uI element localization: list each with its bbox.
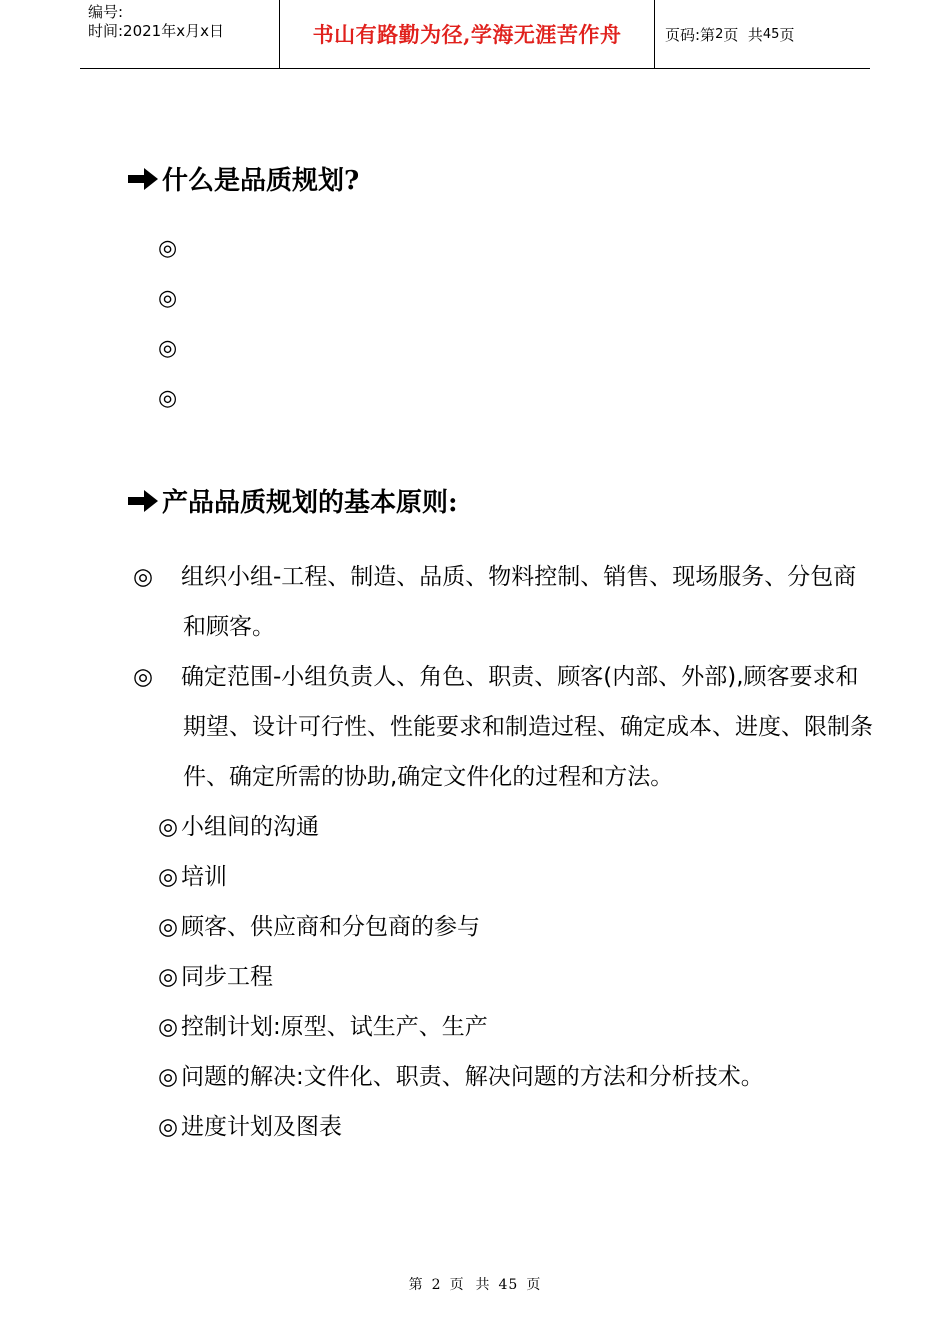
list-item: ◎ 同步工程 [158, 952, 878, 1002]
bullet-mark: ◎ [158, 814, 179, 840]
bullet-mark: ◎ [158, 914, 179, 940]
principles-list [133, 552, 878, 1152]
header-page-info [655, 0, 870, 68]
footer-current: 2 [431, 1277, 442, 1293]
bullet-mark: ◎ [158, 1014, 179, 1040]
list-item: ◎ 顾客、供应商和分包商的参与 [158, 902, 878, 952]
empty-bullet-1: ◎ [158, 236, 178, 261]
page-current: 2 [715, 26, 724, 42]
list-item: ◎ 进度计划及图表 [158, 1102, 878, 1152]
list-item: ◎ 培训 [158, 852, 878, 902]
page-prefix: 页码:第 [665, 25, 716, 44]
footer-suffix: 页 [526, 1277, 542, 1293]
bullet-mark: ◎ [158, 864, 179, 890]
footer-mid: 页 共 [449, 1277, 491, 1293]
empty-bullet-4: ◎ [158, 386, 178, 411]
arrow-right-icon [126, 488, 160, 514]
page-total: 45 [762, 26, 780, 42]
footer-prefix: 第 [408, 1277, 424, 1293]
page-suffix: 页 [779, 25, 795, 44]
empty-bullet-3: ◎ [158, 336, 178, 361]
arrow-right-icon [126, 166, 160, 192]
footer-total: 45 [498, 1277, 519, 1293]
bullet-mark: ◎ [158, 964, 179, 990]
bullet-mark: ◎ [158, 1114, 179, 1140]
list-item: ◎ 小组间的沟通 [158, 802, 878, 852]
list-item: ◎ 控制计划:原型、试生产、生产 [158, 1002, 878, 1052]
header-meta [80, 0, 280, 68]
empty-bullet-2: ◎ [158, 286, 178, 311]
list-item: ◎ 组织小组-工程、制造、品质、物料控制、销售、现场服务、分包商和顾客。 [158, 552, 878, 652]
bullet-mark: ◎ [133, 664, 154, 690]
bullet-mark: ◎ [133, 564, 154, 590]
number-label: 编号: [88, 3, 124, 21]
page-footer [0, 1274, 950, 1294]
bullet-mark: ◎ [158, 1064, 179, 1090]
list-item: ◎ 确定范围-小组负责人、角色、职责、顾客(内部、外部),顾客要求和期望、设计可行性、性能要求和制造过程、确定成本、进度、限制条件、确定所需的协助,确定文件化的过程和方法。 [158, 652, 878, 802]
header-motto: 书山有路勤为径,学海无涯苦作舟 [280, 0, 655, 68]
page-header [80, 0, 870, 69]
section2-title: 产品品质规划的基本原则: [162, 488, 458, 518]
section-heading-basic-principles [126, 482, 458, 519]
section1-title: 什么是品质规划? [162, 166, 360, 196]
time-label: 时间:2021年x月x日 [88, 22, 224, 40]
page-mid: 页 共 [723, 25, 763, 44]
section-heading-quality-planning [126, 160, 359, 197]
list-item: ◎ 问题的解决:文件化、职责、解决问题的方法和分析技术。 [158, 1052, 878, 1102]
